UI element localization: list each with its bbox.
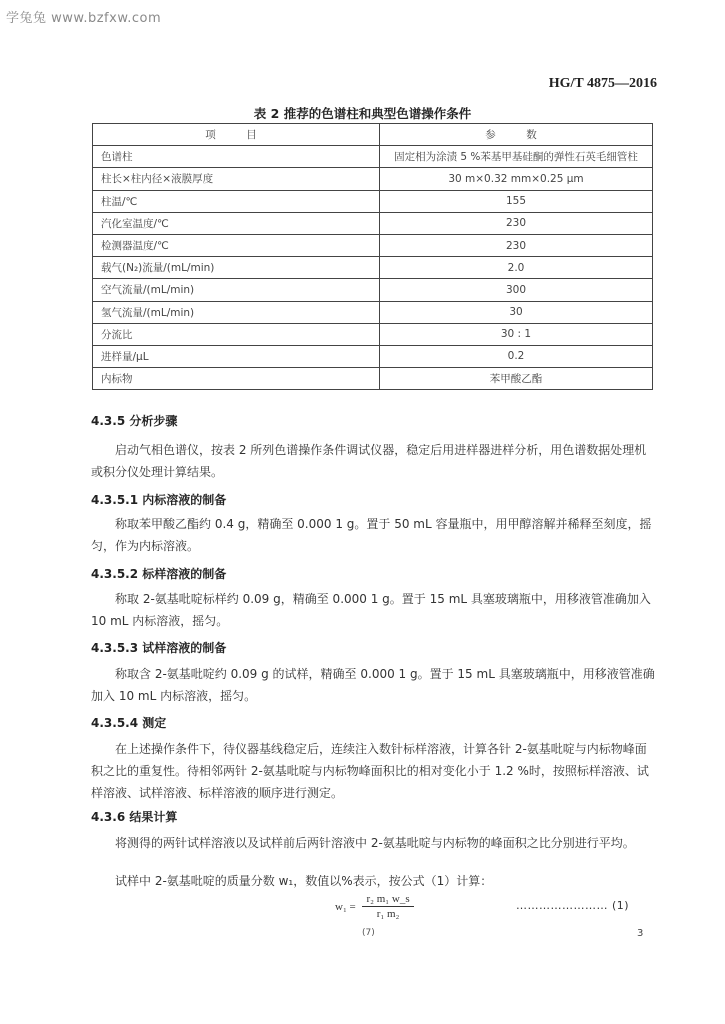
section-heading-4-3-5-1: 4.3.5.1 内标溶液的制备 — [91, 493, 227, 507]
standard-number: HG/T 4875—2016 — [548, 76, 657, 91]
formula-numerator: r₂ m₁ w_s — [362, 893, 413, 907]
section-text-4-3-5: 启动气相色谱仪，按表 2 所列色谱操作条件调试仪器，稳定后用进样器进样分析，用色谱数据处理机或积分仪处理计算结果。 — [91, 443, 647, 479]
table-row — [93, 368, 653, 390]
table-row — [93, 279, 653, 301]
table-title: 表 2 推荐的色谱柱和典型色谱操作条件 — [253, 106, 472, 121]
formula-intro: 试样中 2-氨基吡啶的质量分数 w₁，数值以%表示，按公式（1）计算： — [115, 874, 493, 888]
watermark: 学兔兔 www.bzfxw.com — [6, 11, 162, 26]
table-cell-value: 0.2 — [380, 345, 653, 367]
table-row — [93, 257, 653, 279]
table-cell-item: 氢气流量/(mL/min) — [93, 301, 380, 323]
table-cell-item: 色谱柱 — [93, 146, 380, 168]
section-heading-4-3-5: 4.3.5 分析步骤 — [91, 414, 178, 428]
formula-fraction — [362, 893, 413, 920]
table-row — [93, 146, 653, 168]
parameters-table — [92, 123, 653, 390]
header-value: 参 数 — [380, 124, 653, 146]
section-text-4-3-5-4: 在上述操作条件下，待仪器基线稳定后，连续注入数针标样溶液，计算各针 2-氨基吡啶与内标物峰面积之比的重复性。待相邻两针 2-氨基吡啶与内标物峰面积比的相对变化小于 1.2 %时，按照标样溶液、试样溶液、试样溶液、标样溶液的顺序进行测定。 — [91, 742, 649, 800]
section-text-4-3-5-3: 称取含 2-氨基吡啶约 0.09 g 的试样，精确至 0.000 1 g。置于 15 mL 具塞玻璃瓶中，用移液管准确加入 10 mL 内标溶液，摇匀。 — [91, 667, 655, 703]
table-body — [93, 146, 653, 390]
table-row — [93, 190, 653, 212]
table-row — [93, 301, 653, 323]
table-cell-value: 30 — [380, 301, 653, 323]
table-cell-value: 苯甲酸乙酯 — [380, 368, 653, 390]
table-cell-item: 空气流量/(mL/min) — [93, 279, 380, 301]
section-heading-4-3-5-4: 4.3.5.4 测定 — [91, 716, 167, 730]
table-cell-value: 2.0 — [380, 257, 653, 279]
table-cell-item: 柱长×柱内径×液膜厚度 — [93, 168, 380, 190]
table-cell-item: 分流比 — [93, 323, 380, 345]
table-cell-value: 155 — [380, 190, 653, 212]
formula-leader: …………………… — [516, 899, 608, 912]
table-cell-value: 230 — [380, 212, 653, 234]
table-cell-value: 30 m×0.32 mm×0.25 μm — [380, 168, 653, 190]
table-row — [93, 345, 653, 367]
section-text-4-3-5-2: 称取 2-氨基吡啶标样约 0.09 g，精确至 0.000 1 g。置于 15 mL 具塞玻璃瓶中，用移液管准确加入 10 mL 内标溶液，摇匀。 — [91, 592, 651, 628]
table-cell-item: 内标物 — [93, 368, 380, 390]
table-cell-value: 230 — [380, 234, 653, 256]
formula-number-label: (1) — [612, 899, 630, 912]
table-cell-item: 检测器温度/℃ — [93, 234, 380, 256]
header-item: 项 目 — [93, 124, 380, 146]
section-heading-4-3-6: 4.3.6 结果计算 — [91, 810, 178, 824]
section-heading-4-3-5-2: 4.3.5.2 标样溶液的制备 — [91, 567, 227, 581]
table-row — [93, 323, 653, 345]
formula-tag: (7) — [362, 928, 375, 938]
table-cell-value: 300 — [380, 279, 653, 301]
formula-lhs: w₁ = — [335, 900, 356, 913]
table-cell-item: 进样量/μL — [93, 345, 380, 367]
formula-denominator: r₁ m₂ — [376, 908, 400, 920]
table-row — [93, 212, 653, 234]
table-cell-value: 固定相为涂渍 5 %苯基甲基硅酮的弹性石英毛细管柱 — [380, 146, 653, 168]
table-cell-item: 柱温/℃ — [93, 190, 380, 212]
formula-number — [516, 899, 629, 912]
table-cell-value: 30 : 1 — [380, 323, 653, 345]
table-row — [93, 234, 653, 256]
section-heading-4-3-5-3: 4.3.5.3 试样溶液的制备 — [91, 641, 227, 655]
formula-1 — [335, 893, 414, 920]
table-cell-item: 载气(N₂)流量/(mL/min) — [93, 257, 380, 279]
table-row — [93, 168, 653, 190]
section-text-4-3-5-1: 称取苯甲酸乙酯约 0.4 g，精确至 0.000 1 g。置于 50 mL 容量瓶中，用甲醇溶解并稀释至刻度，摇匀，作为内标溶液。 — [91, 517, 652, 553]
table-header-row — [93, 124, 653, 146]
table-cell-item: 汽化室温度/℃ — [93, 212, 380, 234]
page-number: 3 — [637, 928, 644, 939]
section-text-4-3-6: 将测得的两针试样溶液以及试样前后两针溶液中 2-氨基吡啶与内标物的峰面积之比分别进行平均。 — [115, 836, 635, 850]
